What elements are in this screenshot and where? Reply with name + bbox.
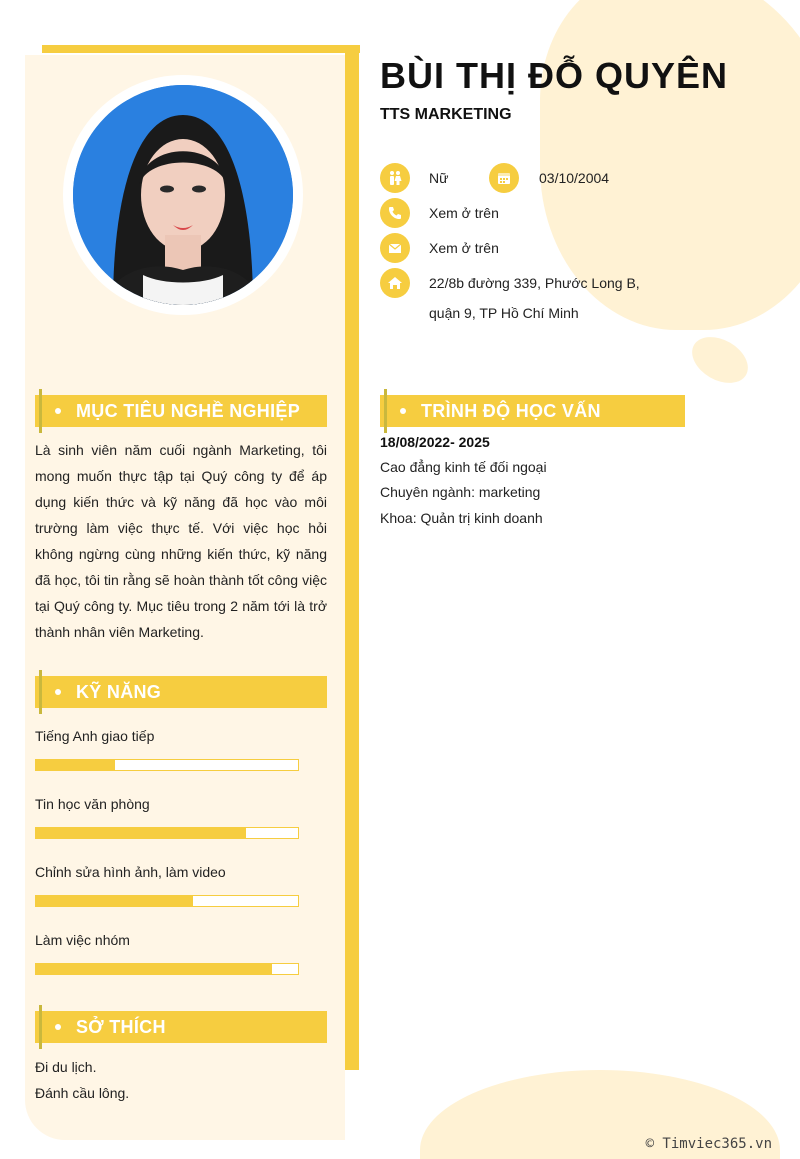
info-gender-row bbox=[380, 163, 448, 193]
objective-title: MỤC TIÊU NGHỀ NGHIỆP bbox=[76, 400, 301, 421]
skill-level-bar bbox=[35, 895, 299, 907]
education-title: TRÌNH ĐỘ HỌC VẤN bbox=[421, 400, 601, 421]
address-line-2: quận 9, TP Hồ Chí Minh bbox=[429, 305, 579, 321]
skill-name: Làm việc nhóm bbox=[35, 932, 130, 948]
hobbies-header bbox=[35, 1011, 327, 1043]
bullet-dot bbox=[55, 408, 61, 414]
skill-level-fill bbox=[36, 964, 272, 974]
header-accent-bar bbox=[39, 1005, 42, 1049]
info-address-row-2 bbox=[429, 305, 579, 321]
header-accent-bar bbox=[39, 670, 42, 714]
header-accent-bar bbox=[39, 389, 42, 433]
phone-value: Xem ở trên bbox=[429, 205, 499, 221]
mail-icon bbox=[380, 233, 410, 263]
background-blob-small-right bbox=[684, 328, 756, 393]
hobby-item: Đánh cầu lông. bbox=[35, 1085, 130, 1101]
avatar bbox=[73, 85, 293, 305]
skill-name: Tin học văn phòng bbox=[35, 796, 150, 812]
objective-text: Là sinh viên năm cuối ngành Marketing, tôi mong muốn thực tập tại Quý công ty để áp dụng kiến thức và kỹ năng đã học vào môi trường làm việc thực tế. Với việc học hỏi không ngừng cùng những kiến thức, kỹ năng đã học, tôi tin rằng sẽ hoàn thành tốt công việc tại Quý công ty. Mục tiêu trong 2 năm tới là trở thành nhân viên Marketing. bbox=[35, 442, 327, 640]
side-accent-bar bbox=[345, 45, 359, 1070]
education-header bbox=[380, 395, 685, 427]
skills-title: KỸ NĂNG bbox=[76, 681, 162, 702]
education-date: 18/08/2022- 2025 bbox=[380, 434, 490, 450]
email-value: Xem ở trên bbox=[429, 240, 499, 256]
info-address-row bbox=[380, 268, 640, 298]
home-icon bbox=[380, 268, 410, 298]
education-faculty: Khoa: Quản trị kinh doanh bbox=[380, 510, 543, 526]
phone-icon bbox=[380, 198, 410, 228]
education-school: Cao đẳng kinh tế đối ngoại bbox=[380, 459, 547, 475]
job-title: TTS MARKETING bbox=[380, 106, 512, 123]
top-accent-bar bbox=[42, 45, 360, 53]
info-email-row bbox=[380, 233, 499, 263]
info-birthday-row bbox=[489, 163, 609, 193]
skill-name: Chỉnh sửa hình ảnh, làm video bbox=[35, 864, 226, 880]
bullet-dot bbox=[400, 408, 406, 414]
skill-level-bar bbox=[35, 827, 299, 839]
info-phone-row bbox=[380, 198, 499, 228]
skill-level-fill bbox=[36, 760, 115, 770]
bullet-dot bbox=[55, 1024, 61, 1030]
objective-header bbox=[35, 395, 327, 427]
footer-credit: © Timviec365.vn bbox=[645, 1136, 772, 1152]
hobbies-title: SỞ THÍCH bbox=[76, 1016, 166, 1037]
education-major: Chuyên ngành: marketing bbox=[380, 484, 541, 500]
address-line-1: 22/8b đường 339, Phước Long B, bbox=[429, 275, 640, 291]
gender-icon bbox=[380, 163, 410, 193]
skills-header bbox=[35, 676, 327, 708]
full-name: BÙI THỊ ĐỖ QUYÊN bbox=[380, 55, 729, 96]
skill-level-bar bbox=[35, 963, 299, 975]
hobby-item: Đi du lịch. bbox=[35, 1059, 97, 1075]
birthday-value: 03/10/2004 bbox=[539, 170, 610, 186]
skill-level-bar bbox=[35, 759, 299, 771]
bullet-dot bbox=[55, 689, 61, 695]
header-accent-bar bbox=[384, 389, 387, 433]
calendar-icon bbox=[489, 163, 519, 193]
skill-name: Tiếng Anh giao tiếp bbox=[35, 728, 155, 744]
skill-level-fill bbox=[36, 896, 193, 906]
skill-level-fill bbox=[36, 828, 246, 838]
gender-value: Nữ bbox=[429, 170, 449, 186]
